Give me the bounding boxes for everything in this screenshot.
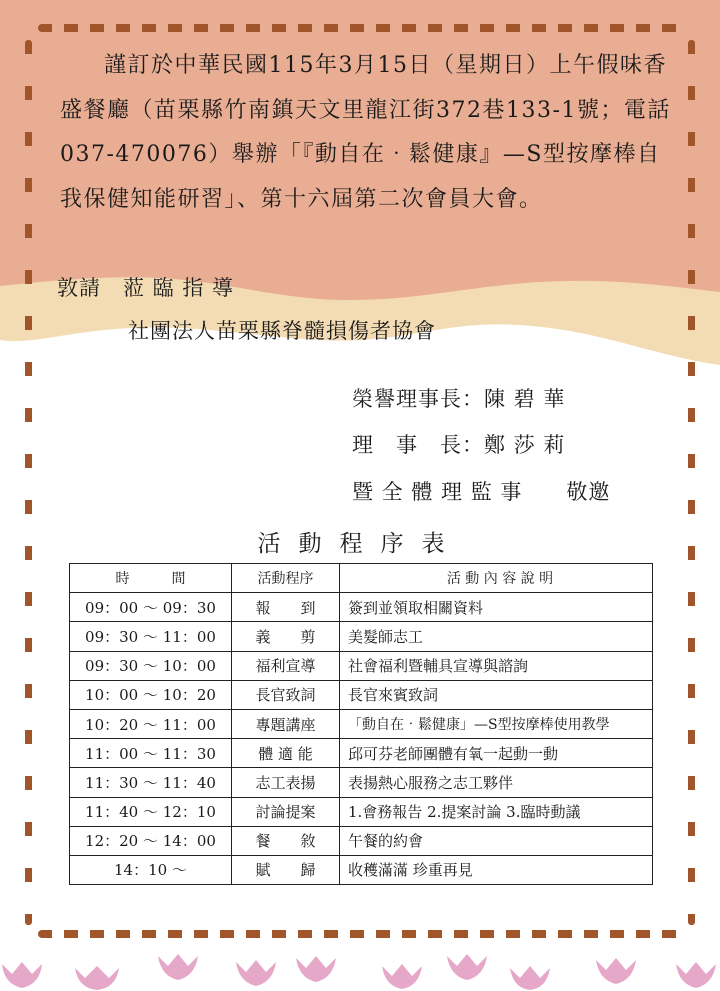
- table-row: [70, 797, 653, 826]
- cell-time: 12：20 ～ 14：00: [70, 826, 232, 855]
- cell-program: 專題講座: [232, 709, 340, 738]
- table-row: [70, 709, 653, 738]
- petal-icon: [75, 966, 119, 990]
- cell-program: 福利宣導: [232, 651, 340, 680]
- cell-description: 美髮師志工: [340, 622, 653, 651]
- cell-time: 11：00 ～ 11：30: [70, 739, 232, 768]
- cell-description: 簽到並領取相關資料: [340, 593, 653, 622]
- cell-description: 長官來賓致詞: [340, 680, 653, 709]
- cell-program: 討論提案: [232, 797, 340, 826]
- petal-icon: [596, 958, 636, 984]
- signature-chair: 理 事 長：鄭 莎 莉: [352, 433, 566, 457]
- cell-program: 志工表揚: [232, 768, 340, 797]
- petal-icon: [2, 962, 42, 988]
- cell-description: 午餐的約會: [340, 826, 653, 855]
- petal-icon: [676, 962, 716, 988]
- table-header-row: [70, 564, 653, 593]
- petal-icon: [236, 960, 276, 986]
- cell-program: 報 到: [232, 593, 340, 622]
- cell-time: 11：30 ～ 11：40: [70, 768, 232, 797]
- cell-time: 11：40 ～ 12：10: [70, 797, 232, 826]
- cell-time: 09：30 ～ 10：00: [70, 651, 232, 680]
- table-row: [70, 651, 653, 680]
- top-dashed-border: [38, 24, 688, 32]
- petal-icon: [296, 956, 336, 982]
- schedule-table: [69, 563, 653, 885]
- cell-description: 邱可芬老師團體有氧一起動一動: [340, 739, 653, 768]
- petal-icon: [510, 966, 550, 990]
- cell-time: 09：30 ～ 11：00: [70, 622, 232, 651]
- signature-honorary-chair: 榮譽理事長：陳 碧 華: [352, 387, 566, 411]
- invitation-text: 謹訂於中華民國115年3月15日（星期日）上午假味香盛餐廳（苗栗縣竹南鎮天文里龍江街372巷133-1號；電話037-470076）舉辦「『動自在‧鬆健康』—S型按摩棒自我保健知能研習」、第十六屆第二次會員大會。: [60, 53, 671, 212]
- petal-icon: [158, 954, 198, 980]
- petal-icon: [447, 954, 487, 980]
- cell-program: 義 剪: [232, 622, 340, 651]
- right-dashed-border: [688, 40, 695, 925]
- table-row: [70, 768, 653, 797]
- cell-time: 10：20 ～ 11：00: [70, 709, 232, 738]
- petal-decoration-row: [0, 944, 720, 991]
- cell-description: 社會福利暨輔具宣導與諮詢: [340, 651, 653, 680]
- cell-program: 餐 敘: [232, 826, 340, 855]
- table-row: [70, 680, 653, 709]
- cell-description: 表揚熱心服務之志工夥伴: [340, 768, 653, 797]
- table-row: [70, 826, 653, 855]
- left-dashed-border: [25, 40, 32, 925]
- table-row: [70, 855, 653, 884]
- petal-icon: [382, 964, 422, 989]
- cell-description: 「動自在‧鬆健康」—S型按摩棒使用教學: [340, 709, 653, 738]
- header-program: 活動程序: [232, 564, 340, 593]
- cell-time: 09：00 ～ 09：30: [70, 593, 232, 622]
- organization-name: 社團法人苗栗縣脊髓損傷者協會: [128, 319, 436, 343]
- cell-description: 1.會務報告 2.提案討論 3.臨時動議: [340, 797, 653, 826]
- table-row: [70, 622, 653, 651]
- table-row: [70, 739, 653, 768]
- cell-program: 長官致詞: [232, 680, 340, 709]
- cell-description: 收穫滿滿 珍重再見: [340, 855, 653, 884]
- bottom-dashed-border: [38, 930, 688, 938]
- greeting: 敦請 蒞 臨 指 導: [57, 276, 235, 300]
- table-row: [70, 593, 653, 622]
- cell-time: 14：10 ～: [70, 855, 232, 884]
- header-time: 時 間: [70, 564, 232, 593]
- schedule-title: 活動程序表: [257, 531, 463, 557]
- cell-program: 賦 歸: [232, 855, 340, 884]
- signature-board: 暨 全 體 理 監 事 敬邀: [352, 480, 611, 504]
- cell-time: 10：00 ～ 10：20: [70, 680, 232, 709]
- header-description: 活 動 內 容 說 明: [340, 564, 653, 593]
- cell-program: 體 適 能: [232, 739, 340, 768]
